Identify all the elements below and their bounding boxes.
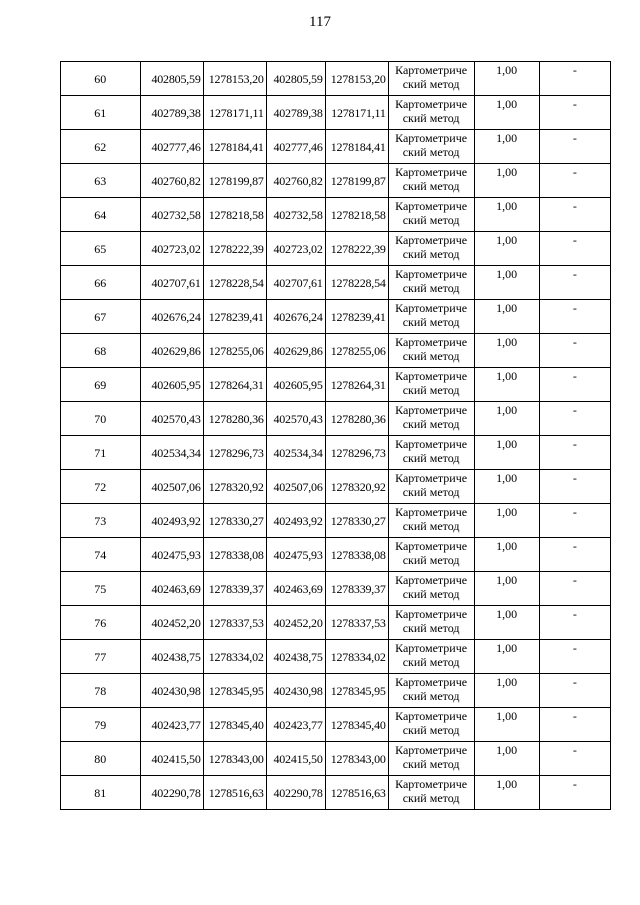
point-number-cell: 73 — [61, 504, 141, 538]
y-coordinate-cell: 1278264,31 — [203, 368, 266, 402]
x-coordinate-new-cell: 402570,43 — [266, 402, 325, 436]
table-row — [61, 334, 611, 368]
accuracy-cell: 1,00 — [474, 232, 539, 266]
method-cell — [388, 436, 474, 470]
table-row — [61, 130, 611, 164]
method-cell — [388, 606, 474, 640]
x-coordinate-cell: 402415,50 — [140, 742, 203, 776]
y-coordinate-cell: 1278255,06 — [203, 334, 266, 368]
accuracy-cell: 1,00 — [474, 96, 539, 130]
table-row — [61, 198, 611, 232]
method-cell — [388, 776, 474, 810]
x-coordinate-new-cell: 402534,34 — [266, 436, 325, 470]
method-cell — [388, 96, 474, 130]
point-number-cell: 66 — [61, 266, 141, 300]
y-coordinate-new-cell: 1278222,39 — [325, 232, 388, 266]
y-coordinate-new-cell: 1278516,63 — [325, 776, 388, 810]
method-line-1: Картометриче — [395, 131, 468, 145]
y-coordinate-new-cell: 1278239,41 — [325, 300, 388, 334]
point-number-cell: 67 — [61, 300, 141, 334]
method-line-2: ский метод — [402, 553, 460, 567]
x-coordinate-cell: 402605,95 — [140, 368, 203, 402]
x-coordinate-cell: 402760,82 — [140, 164, 203, 198]
x-coordinate-cell: 402430,98 — [140, 674, 203, 708]
note-cell: - — [539, 742, 610, 776]
point-number-cell: 71 — [61, 436, 141, 470]
accuracy-cell: 1,00 — [474, 198, 539, 232]
point-number-cell: 79 — [61, 708, 141, 742]
x-coordinate-new-cell: 402452,20 — [266, 606, 325, 640]
y-coordinate-new-cell: 1278343,00 — [325, 742, 388, 776]
note-cell: - — [539, 402, 610, 436]
y-coordinate-new-cell: 1278255,06 — [325, 334, 388, 368]
note-cell: - — [539, 300, 610, 334]
y-coordinate-new-cell: 1278296,73 — [325, 436, 388, 470]
table-row — [61, 504, 611, 538]
x-coordinate-cell: 402452,20 — [140, 606, 203, 640]
accuracy-cell: 1,00 — [474, 300, 539, 334]
method-line-2: ский метод — [402, 519, 460, 533]
method-line-1: Картометриче — [395, 743, 468, 757]
method-line-2: ский метод — [402, 247, 460, 261]
note-cell: - — [539, 674, 610, 708]
x-coordinate-new-cell: 402789,38 — [266, 96, 325, 130]
note-cell: - — [539, 368, 610, 402]
method-cell — [388, 572, 474, 606]
method-line-2: ский метод — [402, 417, 460, 431]
table-row — [61, 164, 611, 198]
accuracy-cell: 1,00 — [474, 538, 539, 572]
method-line-2: ский метод — [402, 587, 460, 601]
x-coordinate-cell: 402463,69 — [140, 572, 203, 606]
point-number-cell: 62 — [61, 130, 141, 164]
x-coordinate-cell: 402629,86 — [140, 334, 203, 368]
method-cell — [388, 334, 474, 368]
note-cell: - — [539, 232, 610, 266]
table-row — [61, 708, 611, 742]
note-cell: - — [539, 436, 610, 470]
method-line-2: ский метод — [402, 315, 460, 329]
method-cell — [388, 164, 474, 198]
y-coordinate-cell: 1278516,63 — [203, 776, 266, 810]
coordinates-table-body — [61, 62, 611, 810]
y-coordinate-new-cell: 1278153,20 — [325, 62, 388, 96]
method-cell — [388, 470, 474, 504]
method-line-1: Картометриче — [395, 675, 468, 689]
accuracy-cell: 1,00 — [474, 164, 539, 198]
y-coordinate-new-cell: 1278339,37 — [325, 572, 388, 606]
table-row — [61, 300, 611, 334]
accuracy-cell: 1,00 — [474, 368, 539, 402]
table-row — [61, 266, 611, 300]
method-cell — [388, 266, 474, 300]
table-row — [61, 470, 611, 504]
note-cell: - — [539, 96, 610, 130]
y-coordinate-new-cell: 1278320,92 — [325, 470, 388, 504]
x-coordinate-new-cell: 402777,46 — [266, 130, 325, 164]
x-coordinate-new-cell: 402493,92 — [266, 504, 325, 538]
y-coordinate-new-cell: 1278345,40 — [325, 708, 388, 742]
x-coordinate-cell: 402423,77 — [140, 708, 203, 742]
y-coordinate-new-cell: 1278330,27 — [325, 504, 388, 538]
x-coordinate-new-cell: 402507,06 — [266, 470, 325, 504]
x-coordinate-cell: 402507,06 — [140, 470, 203, 504]
x-coordinate-new-cell: 402475,93 — [266, 538, 325, 572]
method-line-2: ский метод — [402, 451, 460, 465]
x-coordinate-new-cell: 402438,75 — [266, 640, 325, 674]
x-coordinate-cell: 402805,59 — [140, 62, 203, 96]
table-row — [61, 538, 611, 572]
method-line-2: ский метод — [402, 349, 460, 363]
note-cell: - — [539, 470, 610, 504]
x-coordinate-new-cell: 402732,58 — [266, 198, 325, 232]
method-cell — [388, 504, 474, 538]
method-line-1: Картометриче — [395, 641, 468, 655]
point-number-cell: 61 — [61, 96, 141, 130]
table-row — [61, 606, 611, 640]
x-coordinate-cell: 402290,78 — [140, 776, 203, 810]
point-number-cell: 75 — [61, 572, 141, 606]
y-coordinate-cell: 1278345,95 — [203, 674, 266, 708]
x-coordinate-cell: 402732,58 — [140, 198, 203, 232]
point-number-cell: 60 — [61, 62, 141, 96]
method-line-2: ский метод — [402, 689, 460, 703]
y-coordinate-new-cell: 1278184,41 — [325, 130, 388, 164]
method-line-2: ский метод — [402, 757, 460, 771]
method-line-1: Картометриче — [395, 63, 468, 77]
table-row — [61, 674, 611, 708]
y-coordinate-cell: 1278153,20 — [203, 62, 266, 96]
table-row — [61, 572, 611, 606]
x-coordinate-new-cell: 402415,50 — [266, 742, 325, 776]
point-number-cell: 81 — [61, 776, 141, 810]
method-line-1: Картометриче — [395, 335, 468, 349]
point-number-cell: 80 — [61, 742, 141, 776]
x-coordinate-new-cell: 402760,82 — [266, 164, 325, 198]
y-coordinate-new-cell: 1278228,54 — [325, 266, 388, 300]
method-cell — [388, 402, 474, 436]
accuracy-cell: 1,00 — [474, 572, 539, 606]
accuracy-cell: 1,00 — [474, 470, 539, 504]
point-number-cell: 78 — [61, 674, 141, 708]
x-coordinate-cell: 402438,75 — [140, 640, 203, 674]
y-coordinate-cell: 1278337,53 — [203, 606, 266, 640]
method-cell — [388, 368, 474, 402]
x-coordinate-new-cell: 402629,86 — [266, 334, 325, 368]
method-line-2: ский метод — [402, 77, 460, 91]
note-cell: - — [539, 538, 610, 572]
point-number-cell: 69 — [61, 368, 141, 402]
accuracy-cell: 1,00 — [474, 266, 539, 300]
table-row — [61, 640, 611, 674]
accuracy-cell: 1,00 — [474, 130, 539, 164]
x-coordinate-cell: 402789,38 — [140, 96, 203, 130]
y-coordinate-new-cell: 1278280,36 — [325, 402, 388, 436]
x-coordinate-cell: 402707,61 — [140, 266, 203, 300]
method-cell — [388, 674, 474, 708]
method-line-1: Картометриче — [395, 709, 468, 723]
y-coordinate-new-cell: 1278264,31 — [325, 368, 388, 402]
table-row — [61, 62, 611, 96]
table-row — [61, 368, 611, 402]
y-coordinate-cell: 1278296,73 — [203, 436, 266, 470]
coordinates-table — [60, 61, 611, 810]
method-cell — [388, 62, 474, 96]
method-line-2: ский метод — [402, 179, 460, 193]
method-line-2: ский метод — [402, 485, 460, 499]
y-coordinate-cell: 1278280,36 — [203, 402, 266, 436]
y-coordinate-cell: 1278320,92 — [203, 470, 266, 504]
point-number-cell: 70 — [61, 402, 141, 436]
point-number-cell: 64 — [61, 198, 141, 232]
x-coordinate-cell: 402723,02 — [140, 232, 203, 266]
y-coordinate-cell: 1278218,58 — [203, 198, 266, 232]
y-coordinate-cell: 1278239,41 — [203, 300, 266, 334]
table-row — [61, 96, 611, 130]
y-coordinate-cell: 1278339,37 — [203, 572, 266, 606]
x-coordinate-new-cell: 402723,02 — [266, 232, 325, 266]
note-cell: - — [539, 606, 610, 640]
method-line-2: ский метод — [402, 111, 460, 125]
y-coordinate-cell: 1278343,00 — [203, 742, 266, 776]
method-line-2: ский метод — [402, 213, 460, 227]
note-cell: - — [539, 776, 610, 810]
method-line-2: ский метод — [402, 281, 460, 295]
method-cell — [388, 640, 474, 674]
y-coordinate-cell: 1278330,27 — [203, 504, 266, 538]
accuracy-cell: 1,00 — [474, 334, 539, 368]
method-line-2: ский метод — [402, 621, 460, 635]
method-cell — [388, 708, 474, 742]
accuracy-cell: 1,00 — [474, 674, 539, 708]
accuracy-cell: 1,00 — [474, 776, 539, 810]
method-line-1: Картометриче — [395, 267, 468, 281]
method-line-2: ский метод — [402, 383, 460, 397]
method-line-1: Картометриче — [395, 97, 468, 111]
y-coordinate-cell: 1278228,54 — [203, 266, 266, 300]
x-coordinate-cell: 402676,24 — [140, 300, 203, 334]
x-coordinate-new-cell: 402707,61 — [266, 266, 325, 300]
note-cell: - — [539, 708, 610, 742]
x-coordinate-cell: 402570,43 — [140, 402, 203, 436]
accuracy-cell: 1,00 — [474, 62, 539, 96]
y-coordinate-cell: 1278345,40 — [203, 708, 266, 742]
method-cell — [388, 538, 474, 572]
method-line-1: Картометриче — [395, 233, 468, 247]
point-number-cell: 68 — [61, 334, 141, 368]
y-coordinate-cell: 1278334,02 — [203, 640, 266, 674]
note-cell: - — [539, 130, 610, 164]
point-number-cell: 74 — [61, 538, 141, 572]
y-coordinate-new-cell: 1278337,53 — [325, 606, 388, 640]
method-cell — [388, 198, 474, 232]
x-coordinate-new-cell: 402676,24 — [266, 300, 325, 334]
method-line-1: Картометриче — [395, 777, 468, 791]
method-line-2: ский метод — [402, 655, 460, 669]
y-coordinate-new-cell: 1278218,58 — [325, 198, 388, 232]
x-coordinate-new-cell: 402605,95 — [266, 368, 325, 402]
method-line-1: Картометриче — [395, 403, 468, 417]
note-cell: - — [539, 504, 610, 538]
method-line-2: ский метод — [402, 723, 460, 737]
accuracy-cell: 1,00 — [474, 708, 539, 742]
y-coordinate-cell: 1278222,39 — [203, 232, 266, 266]
accuracy-cell: 1,00 — [474, 402, 539, 436]
y-coordinate-new-cell: 1278171,11 — [325, 96, 388, 130]
method-cell — [388, 300, 474, 334]
y-coordinate-new-cell: 1278199,87 — [325, 164, 388, 198]
accuracy-cell: 1,00 — [474, 640, 539, 674]
point-number-cell: 72 — [61, 470, 141, 504]
x-coordinate-new-cell: 402463,69 — [266, 572, 325, 606]
y-coordinate-new-cell: 1278338,08 — [325, 538, 388, 572]
table-row — [61, 232, 611, 266]
point-number-cell: 63 — [61, 164, 141, 198]
note-cell: - — [539, 62, 610, 96]
method-cell — [388, 232, 474, 266]
method-cell — [388, 742, 474, 776]
method-line-1: Картометриче — [395, 437, 468, 451]
method-line-1: Картометриче — [395, 539, 468, 553]
table-row — [61, 742, 611, 776]
method-line-1: Картометриче — [395, 301, 468, 315]
note-cell: - — [539, 640, 610, 674]
table-row — [61, 776, 611, 810]
x-coordinate-cell: 402534,34 — [140, 436, 203, 470]
note-cell: - — [539, 334, 610, 368]
x-coordinate-new-cell: 402430,98 — [266, 674, 325, 708]
method-line-1: Картометриче — [395, 369, 468, 383]
y-coordinate-cell: 1278338,08 — [203, 538, 266, 572]
point-number-cell: 76 — [61, 606, 141, 640]
x-coordinate-new-cell: 402290,78 — [266, 776, 325, 810]
page-number: 117 — [309, 14, 331, 30]
x-coordinate-cell: 402475,93 — [140, 538, 203, 572]
method-line-1: Картометриче — [395, 199, 468, 213]
x-coordinate-cell: 402777,46 — [140, 130, 203, 164]
method-line-1: Картометриче — [395, 505, 468, 519]
method-line-1: Картометриче — [395, 607, 468, 621]
accuracy-cell: 1,00 — [474, 504, 539, 538]
note-cell: - — [539, 266, 610, 300]
table-row — [61, 436, 611, 470]
method-line-2: ский метод — [402, 145, 460, 159]
note-cell: - — [539, 198, 610, 232]
x-coordinate-new-cell: 402423,77 — [266, 708, 325, 742]
method-line-2: ский метод — [402, 791, 460, 805]
accuracy-cell: 1,00 — [474, 436, 539, 470]
x-coordinate-cell: 402493,92 — [140, 504, 203, 538]
method-line-1: Картометриче — [395, 165, 468, 179]
point-number-cell: 65 — [61, 232, 141, 266]
accuracy-cell: 1,00 — [474, 606, 539, 640]
note-cell: - — [539, 164, 610, 198]
point-number-cell: 77 — [61, 640, 141, 674]
method-line-1: Картометриче — [395, 573, 468, 587]
method-cell — [388, 130, 474, 164]
table-row — [61, 402, 611, 436]
y-coordinate-cell: 1278199,87 — [203, 164, 266, 198]
y-coordinate-cell: 1278171,11 — [203, 96, 266, 130]
y-coordinate-new-cell: 1278345,95 — [325, 674, 388, 708]
method-line-1: Картометриче — [395, 471, 468, 485]
y-coordinate-cell: 1278184,41 — [203, 130, 266, 164]
accuracy-cell: 1,00 — [474, 742, 539, 776]
y-coordinate-new-cell: 1278334,02 — [325, 640, 388, 674]
x-coordinate-new-cell: 402805,59 — [266, 62, 325, 96]
note-cell: - — [539, 572, 610, 606]
